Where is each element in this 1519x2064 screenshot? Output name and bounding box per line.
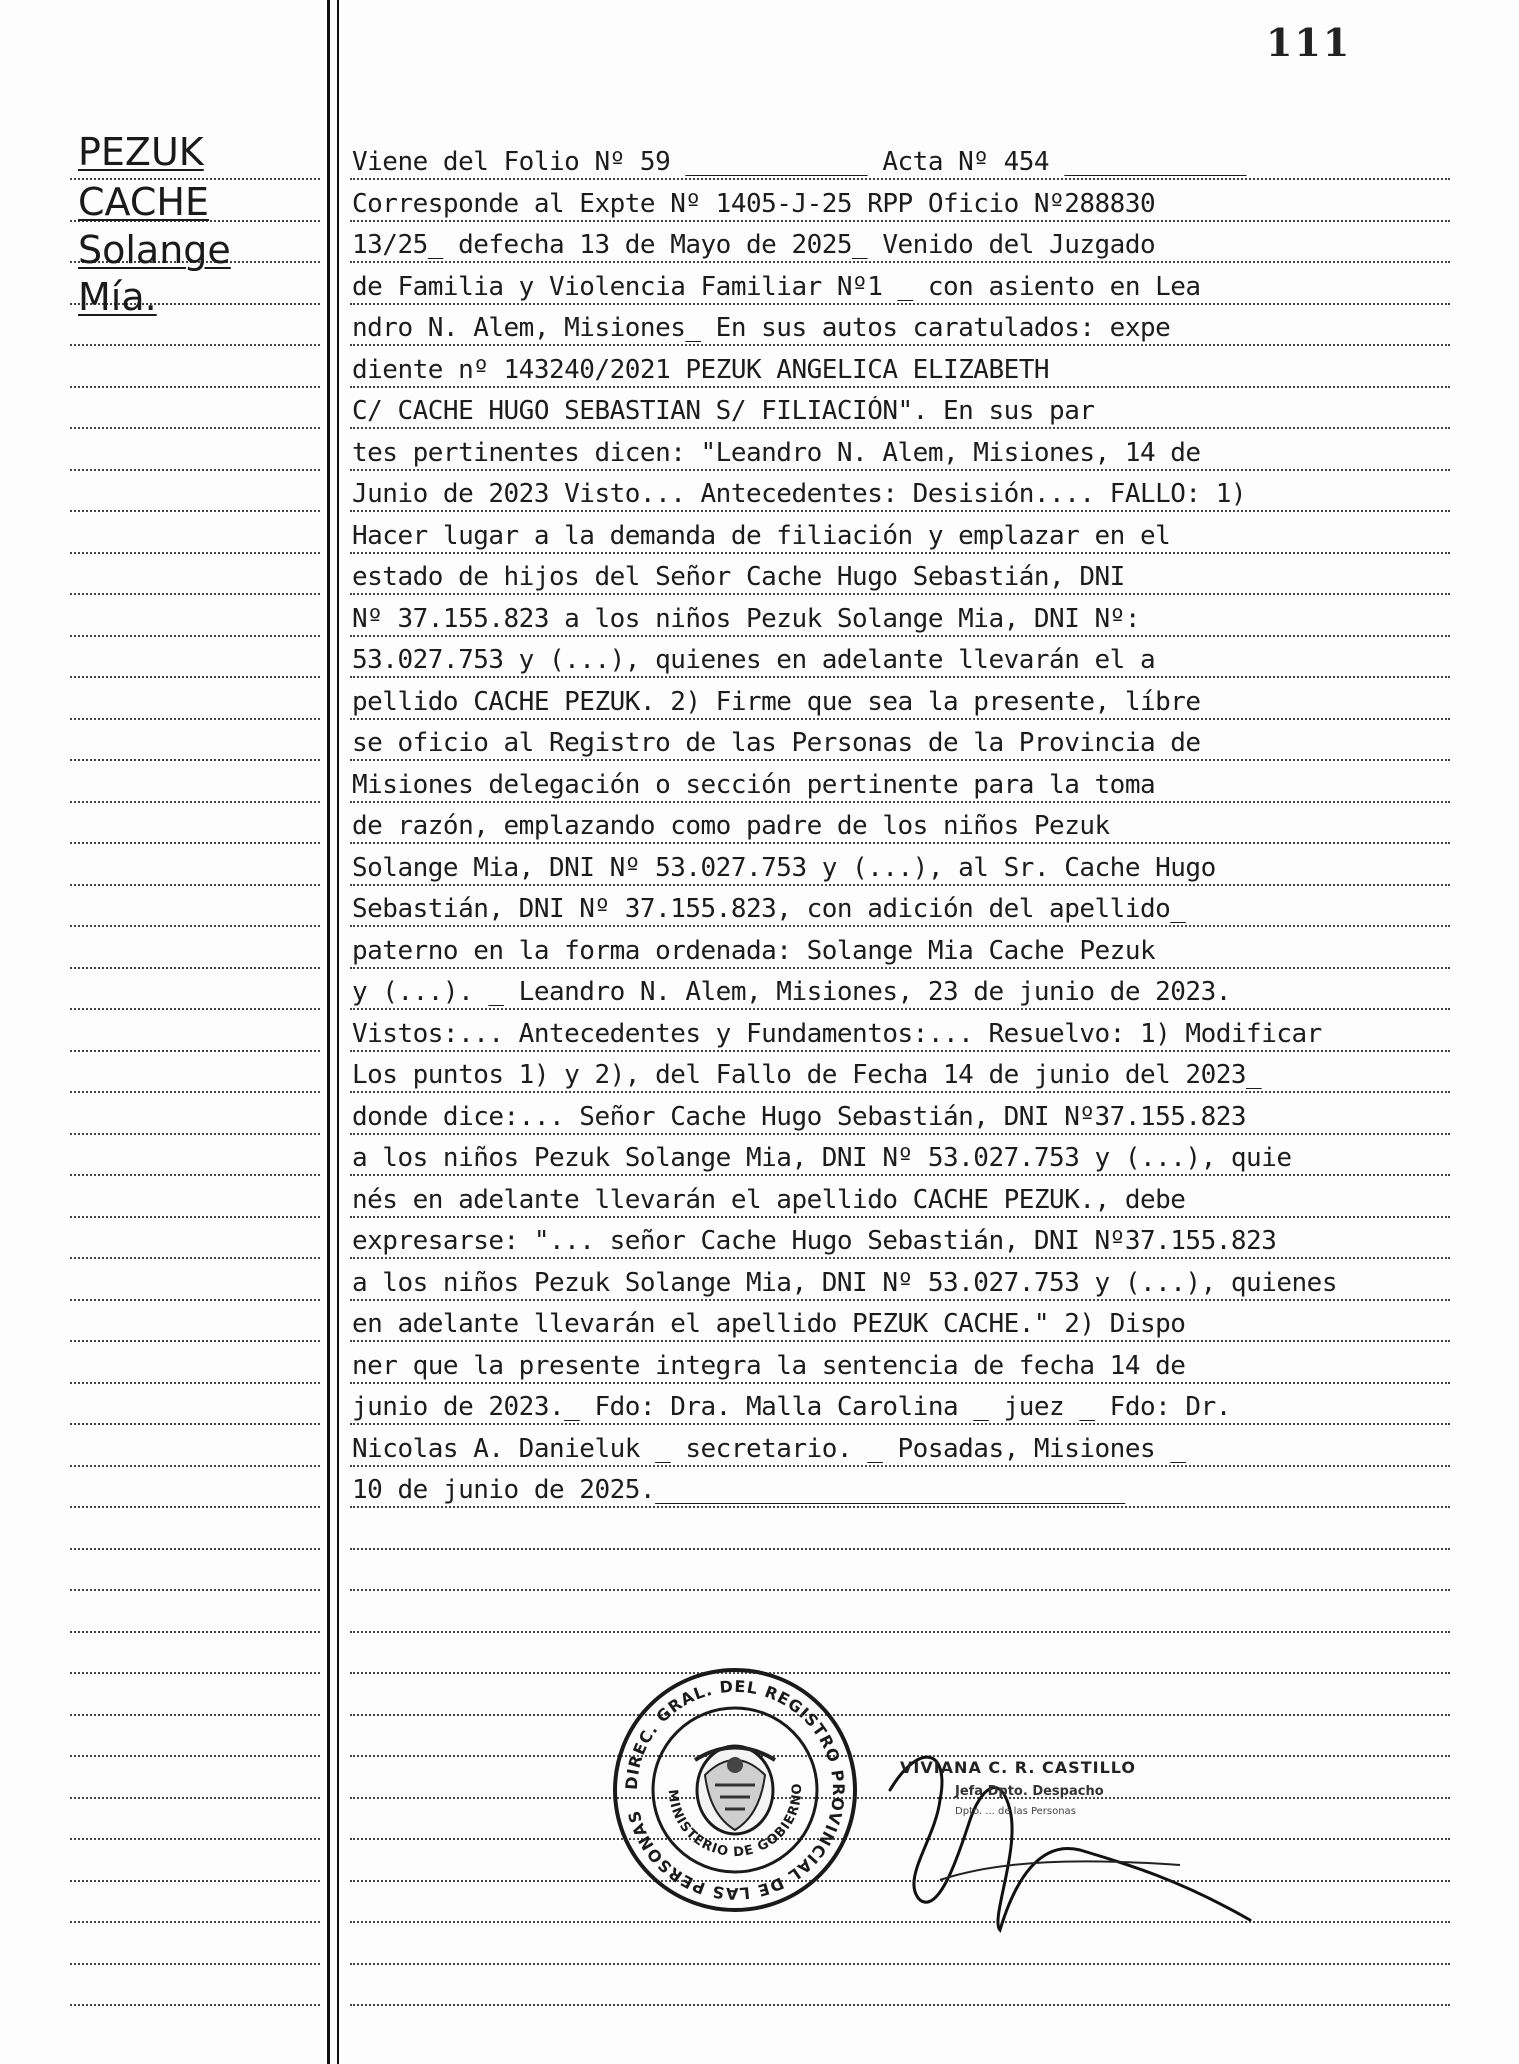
handwritten-line: Misiones delegación o sección pertinente para la toma [352, 770, 1156, 800]
ruled-line [350, 1714, 1450, 1716]
ruled-line [350, 178, 1450, 180]
ruled-line [70, 1714, 320, 1716]
ruled-line [350, 759, 1450, 761]
ruled-line [70, 1340, 320, 1342]
margin-rule-left [327, 0, 330, 2064]
seal-outer-text: DIREC. GRAL. DEL REGISTRO PROVINCIAL DE LAS PERSONAS [621, 1676, 849, 1904]
folio-number: 111 [1266, 20, 1352, 65]
handwritten-line: Corresponde al Expte Nº 1405-J-25 RPP Oficio Nº288830 [352, 189, 1156, 219]
ruled-line [70, 1672, 320, 1674]
handwritten-line: ner que la presente integra la sentencia de fecha 14 de [352, 1351, 1186, 1381]
ruled-line [350, 552, 1450, 554]
handwritten-line: ndro N. Alem, Misiones_ En sus autos caratulados: expe [352, 313, 1171, 343]
ruled-line [350, 1672, 1450, 1674]
handwritten-line: de Familia y Violencia Familiar Nº1 _ con asiento en Lea [352, 272, 1201, 302]
ruled-line [350, 1133, 1450, 1135]
ruled-line [350, 842, 1450, 844]
stamp-name: VIVIANA C. R. CASTILLO [900, 1758, 1136, 1777]
ruled-line [350, 1257, 1450, 1259]
ruled-line [350, 469, 1450, 471]
ruled-line [70, 1506, 320, 1508]
ruled-line [350, 1050, 1450, 1052]
ruled-line [70, 1465, 320, 1467]
ruled-line [70, 1921, 320, 1923]
ruled-line [350, 1465, 1450, 1467]
ruled-line [350, 884, 1450, 886]
ruled-line [70, 469, 320, 471]
handwritten-line: junio de 2023._ Fdo: Dra. Malla Carolina _ juez _ Fdo: Dr. [352, 1392, 1231, 1422]
ruled-line [350, 1423, 1450, 1425]
handwritten-line: paterno en la forma ordenada: Solange Mia Cache Pezuk [352, 936, 1156, 966]
ruled-line [350, 1963, 1450, 1965]
ruled-line [70, 427, 320, 429]
ruled-line [350, 967, 1450, 969]
handwritten-line: Solange Mia, DNI Nº 53.027.753 y (...), al Sr. Cache Hugo [352, 853, 1216, 883]
ruled-line [70, 1008, 320, 1010]
handwritten-line: Junio de 2023 Visto... Antecedentes: Desisión.... FALLO: 1) [352, 479, 1247, 509]
ruled-line [70, 593, 320, 595]
handwritten-line: Viene del Folio Nº 59 ____________ Acta Nº 454 ____________ [352, 147, 1247, 177]
seal-inner-text: MINISTERIO DE GOBIERNO [664, 1782, 806, 1861]
handwritten-line: Vistos:... Antecedentes y Fundamentos:... Resuelvo: 1) Modificar [352, 1019, 1322, 1049]
ruled-line [70, 510, 320, 512]
margin-name: CACHE [78, 180, 209, 224]
handwritten-line: Hacer lugar a la demanda de filiación y emplazar en el [352, 521, 1171, 551]
ruled-line [350, 344, 1450, 346]
ruled-line [350, 1216, 1450, 1218]
margin-rule-right [337, 0, 339, 2064]
handwritten-line: C/ CACHE HUGO SEBASTIAN S/ FILIACIÓN". En sus par [352, 396, 1095, 426]
ruled-line [350, 220, 1450, 222]
ruled-line [350, 1340, 1450, 1342]
ruled-line [350, 386, 1450, 388]
handwritten-line: y (...). _ Leandro N. Alem, Misiones, 23 de junio de 2023. [352, 977, 1231, 1007]
ruled-line [350, 1548, 1450, 1550]
ruled-line [350, 1589, 1450, 1591]
ruled-line [70, 552, 320, 554]
stamp-department: Dpto. ... de las Personas [955, 1806, 1076, 1817]
ruled-line [350, 1299, 1450, 1301]
handwritten-line: Nº 37.155.823 a los niños Pezuk Solange Mia, DNI Nº: [352, 604, 1140, 634]
handwritten-line: nés en adelante llevarán el apellido CACHE PEZUK., debe [352, 1185, 1186, 1215]
ruled-line [70, 1963, 320, 1965]
ruled-line [70, 842, 320, 844]
ruled-line [350, 593, 1450, 595]
handwritten-line: tes pertinentes dicen: "Leandro N. Alem, Misiones, 14 de [352, 438, 1201, 468]
ruled-line [70, 884, 320, 886]
ruled-line [70, 1174, 320, 1176]
ruled-line [70, 1091, 320, 1093]
ruled-line [70, 1755, 320, 1757]
ruled-line [350, 427, 1450, 429]
ruled-line [70, 344, 320, 346]
ruled-line [350, 261, 1450, 263]
ruled-line [70, 676, 320, 678]
ruled-line [70, 925, 320, 927]
handwritten-line: pellido CACHE PEZUK. 2) Firme que sea la presente, líbre [352, 687, 1201, 717]
ruled-line [350, 925, 1450, 927]
official-seal [610, 1665, 860, 1915]
handwritten-line: Los puntos 1) y 2), del Fallo de Fecha 14 de junio del 2023_ [352, 1060, 1262, 1090]
ruled-line [70, 1050, 320, 1052]
margin-name: PEZUK [78, 130, 204, 174]
ruled-line [350, 718, 1450, 720]
ruled-line [70, 1880, 320, 1882]
ruled-line [70, 1382, 320, 1384]
ruled-line [70, 718, 320, 720]
margin-name: Solange [78, 228, 231, 272]
handwritten-line: 53.027.753 y (...), quienes en adelante llevarán el a [352, 645, 1156, 675]
ruled-line [350, 1008, 1450, 1010]
ruled-line [70, 1257, 320, 1259]
handwritten-line: 13/25_ defecha 13 de Mayo de 2025_ Venido del Juzgado [352, 230, 1156, 260]
ruled-line [350, 1091, 1450, 1093]
margin-name: Mía. [78, 275, 157, 319]
ruled-line [350, 1382, 1450, 1384]
handwritten-line: se oficio al Registro de las Personas de la Provincia de [352, 728, 1201, 758]
ruled-line [70, 1797, 320, 1799]
ruled-line [350, 801, 1450, 803]
ruled-line [70, 635, 320, 637]
ruled-line [70, 759, 320, 761]
stamp-title: Jefa Dpto. Despacho [955, 1784, 1104, 1799]
handwritten-line: a los niños Pezuk Solange Mia, DNI Nº 53.027.753 y (...), quie [352, 1143, 1292, 1173]
ruled-line [350, 635, 1450, 637]
ruled-line [70, 801, 320, 803]
handwritten-line: estado de hijos del Señor Cache Hugo Sebastián, DNI [352, 562, 1125, 592]
ruled-line [350, 1506, 1450, 1508]
ruled-line [350, 1174, 1450, 1176]
handwritten-line: Sebastián, DNI Nº 37.155.823, con adición del apellido_ [352, 894, 1186, 924]
handwritten-line: Nicolas A. Danieluk _ secretario. _ Posadas, Misiones _ [352, 1434, 1186, 1464]
handwritten-line: de razón, emplazando como padre de los niños Pezuk [352, 811, 1110, 841]
ruled-line [350, 1631, 1450, 1633]
handwritten-line: en adelante llevarán el apellido PEZUK CACHE." 2) Dispo [352, 1309, 1186, 1339]
handwritten-line: diente nº 143240/2021 PEZUK ANGELICA ELIZABETH [352, 355, 1050, 385]
ruled-line [70, 1423, 320, 1425]
seal-icon [610, 1665, 860, 1915]
ruled-line [70, 967, 320, 969]
ruled-line [70, 1133, 320, 1135]
ruled-line [70, 1548, 320, 1550]
ruled-line [70, 1838, 320, 1840]
ruled-line [350, 2004, 1450, 2006]
ruled-line [350, 510, 1450, 512]
ruled-line [70, 1216, 320, 1218]
ruled-line [350, 303, 1450, 305]
ruled-line [70, 1299, 320, 1301]
ruled-line [70, 2004, 320, 2006]
ruled-line [70, 386, 320, 388]
ruled-line [70, 1589, 320, 1591]
ruled-line [350, 676, 1450, 678]
handwritten-line: expresarse: "... señor Cache Hugo Sebastián, DNI Nº37.155.823 [352, 1226, 1277, 1256]
handwritten-line: a los niños Pezuk Solange Mia, DNI Nº 53.027.753 y (...), quienes [352, 1268, 1337, 1298]
handwritten-line: donde dice:... Señor Cache Hugo Sebastián, DNI Nº37.155.823 [352, 1102, 1247, 1132]
coat-of-arms-icon [695, 1746, 775, 1834]
ruled-line [70, 1631, 320, 1633]
handwritten-line: 10 de junio de 2025._______________________________ [352, 1475, 1125, 1505]
